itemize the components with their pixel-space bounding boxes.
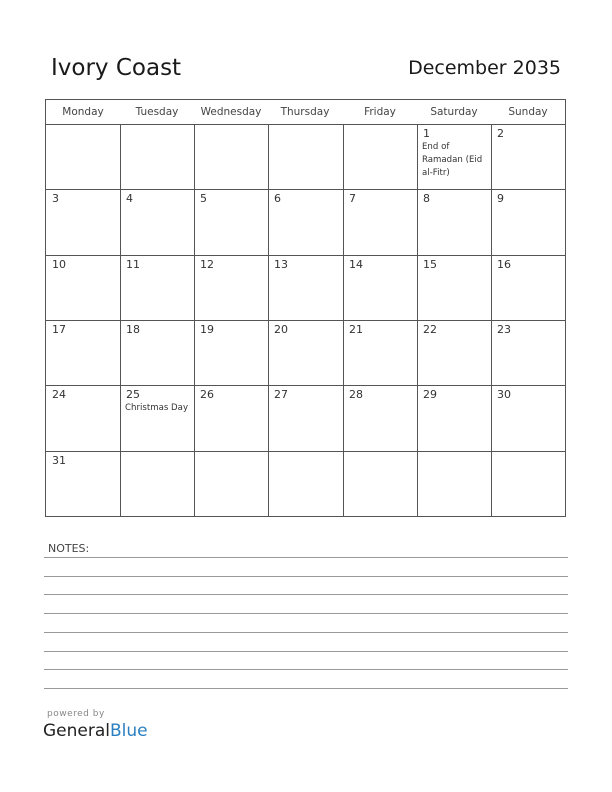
day-cell[interactable] — [268, 189, 343, 255]
day-cell[interactable] — [46, 255, 120, 320]
day-cell[interactable] — [491, 385, 565, 451]
holiday-label: Christmas Day — [125, 403, 189, 413]
day-number: 24 — [52, 388, 66, 401]
day-number: 8 — [423, 192, 430, 205]
day-number: 29 — [423, 388, 437, 401]
day-number: 14 — [349, 258, 363, 271]
day-cell[interactable] — [417, 320, 491, 385]
day-number: 13 — [274, 258, 288, 271]
generalblue-logo — [43, 721, 148, 741]
day-number: 21 — [349, 323, 363, 336]
weekday-wednesday: Wednesday — [200, 106, 262, 118]
day-number: 1 — [423, 127, 430, 140]
day-number: 30 — [497, 388, 511, 401]
weekday-header-row — [46, 100, 565, 125]
month-year-title: December 2035 — [408, 57, 561, 79]
weekday-thursday: Thursday — [280, 106, 330, 118]
day-cell[interactable] — [194, 189, 268, 255]
day-cell[interactable] — [343, 451, 417, 516]
notes-line — [44, 688, 568, 689]
day-number: 12 — [200, 258, 214, 271]
notes-label: NOTES: — [48, 542, 90, 555]
weekday-sunday: Sunday — [508, 106, 548, 118]
powered-by-text: powered by — [47, 709, 105, 719]
day-number: 10 — [52, 258, 66, 271]
day-number: 26 — [200, 388, 214, 401]
notes-line — [44, 613, 568, 614]
calendar-grid — [45, 99, 566, 517]
weekday-friday: Friday — [364, 106, 396, 118]
brand-general: General — [43, 721, 110, 741]
day-cell[interactable] — [417, 255, 491, 320]
day-cell[interactable] — [343, 255, 417, 320]
day-number: 25 — [126, 388, 140, 401]
day-number: 31 — [52, 454, 66, 467]
day-cell[interactable] — [46, 320, 120, 385]
day-cell[interactable] — [417, 451, 491, 516]
country-title: Ivory Coast — [51, 55, 182, 81]
notes-line — [44, 632, 568, 633]
day-cell[interactable] — [417, 385, 491, 451]
day-cell[interactable] — [46, 124, 120, 189]
notes-line — [44, 669, 568, 670]
day-cell[interactable] — [194, 124, 268, 189]
day-cell[interactable] — [491, 451, 565, 516]
day-number: 5 — [200, 192, 207, 205]
day-number: 20 — [274, 323, 288, 336]
day-cell[interactable] — [120, 124, 194, 189]
day-cell[interactable] — [120, 451, 194, 516]
day-number: 7 — [349, 192, 356, 205]
day-cell[interactable] — [417, 189, 491, 255]
holiday-label: End of Ramadan (Eid al-Fitr) — [422, 142, 483, 178]
day-cell[interactable] — [343, 124, 417, 189]
day-cell[interactable] — [268, 320, 343, 385]
day-cell[interactable] — [46, 385, 120, 451]
day-number: 16 — [497, 258, 511, 271]
day-number: 3 — [52, 192, 59, 205]
day-cell[interactable] — [491, 124, 565, 189]
day-cell[interactable] — [491, 255, 565, 320]
brand-blue: Blue — [110, 721, 148, 741]
day-number: 9 — [497, 192, 504, 205]
day-cell[interactable] — [120, 320, 194, 385]
day-cell[interactable] — [194, 385, 268, 451]
day-cell[interactable] — [194, 320, 268, 385]
day-number: 15 — [423, 258, 437, 271]
day-cell[interactable] — [343, 189, 417, 255]
notes-line — [44, 594, 568, 595]
notes-line — [44, 557, 568, 558]
day-cell[interactable] — [343, 320, 417, 385]
day-cell[interactable] — [268, 255, 343, 320]
day-number: 11 — [126, 258, 140, 271]
day-number: 19 — [200, 323, 214, 336]
day-cell[interactable] — [120, 385, 194, 451]
day-number: 6 — [274, 192, 281, 205]
day-cell[interactable] — [268, 124, 343, 189]
day-cell[interactable] — [491, 320, 565, 385]
day-cell[interactable] — [46, 189, 120, 255]
day-cell[interactable] — [120, 255, 194, 320]
notes-line — [44, 576, 568, 577]
day-number: 4 — [126, 192, 133, 205]
day-cell[interactable] — [417, 124, 491, 189]
weekday-monday: Monday — [62, 106, 104, 118]
day-number: 17 — [52, 323, 66, 336]
day-cell[interactable] — [194, 255, 268, 320]
weekday-tuesday: Tuesday — [135, 106, 179, 118]
day-cell[interactable] — [46, 451, 120, 516]
day-number: 27 — [274, 388, 288, 401]
weekday-saturday: Saturday — [430, 106, 478, 118]
day-cell[interactable] — [194, 451, 268, 516]
notes-line — [44, 651, 568, 652]
day-cell[interactable] — [268, 451, 343, 516]
day-number: 23 — [497, 323, 511, 336]
day-cell[interactable] — [491, 189, 565, 255]
day-cell[interactable] — [268, 385, 343, 451]
day-number: 2 — [497, 127, 504, 140]
day-number: 18 — [126, 323, 140, 336]
day-number: 22 — [423, 323, 437, 336]
day-cell[interactable] — [343, 385, 417, 451]
day-number: 28 — [349, 388, 363, 401]
day-cell[interactable] — [120, 189, 194, 255]
